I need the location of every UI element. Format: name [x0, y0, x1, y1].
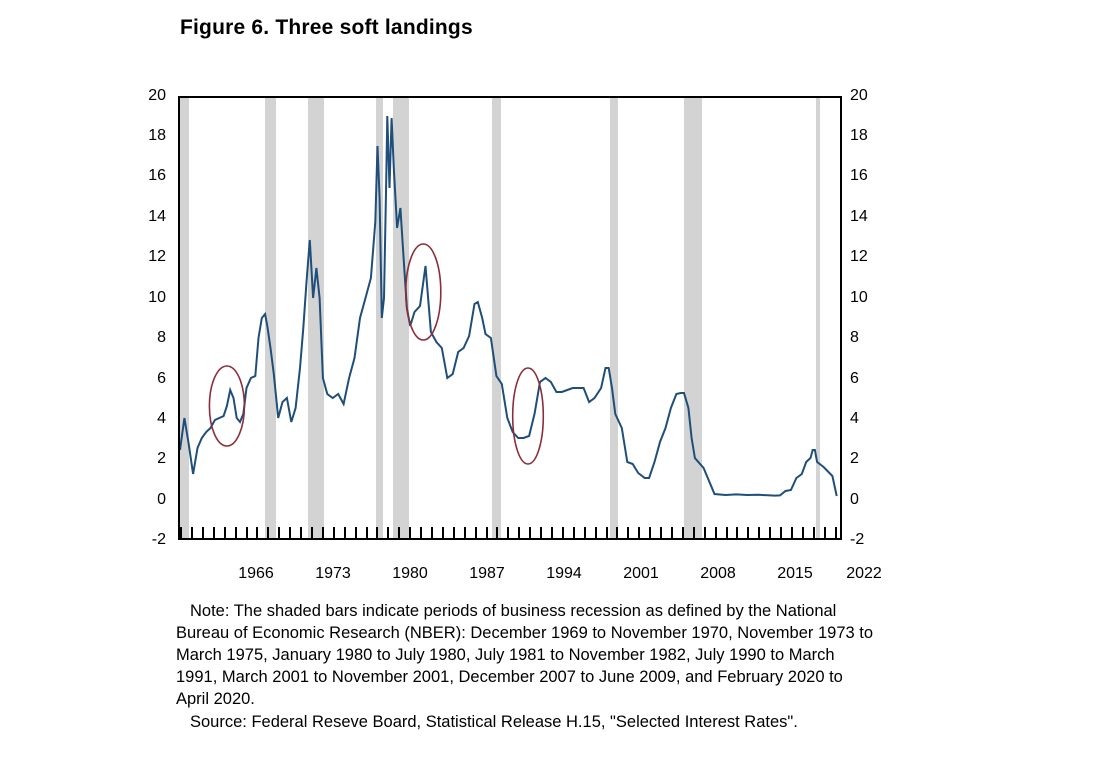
y-axis-tick-right: 14 — [850, 208, 868, 225]
x-axis-tick: 2015 — [777, 565, 813, 582]
x-axis-tick: 2001 — [623, 565, 659, 582]
y-axis-tick-left: 14 — [148, 208, 166, 225]
y-axis-tick-right: 8 — [850, 329, 859, 346]
soft-landing-1984 — [406, 244, 441, 340]
x-axis-tick: 1994 — [546, 565, 582, 582]
y-axis-tick-left: 10 — [148, 289, 166, 306]
note-text: Note: The shaded bars indicate periods of business recession as defined by the National Bureau of Economic Research (NBER): December 1969 to November 1970, November 1973 to March 1975, January 1980 to July 1980, July 1981 to November 1982, July 1990 to March 1991, March 2001 to November 2001, December 2007 to June 2009, and February 2020 to April 2020. — [176, 602, 874, 709]
y-axis-tick-left: 18 — [148, 127, 166, 144]
y-axis-tick-right: 20 — [850, 87, 868, 104]
y-axis-tick-right: -2 — [850, 531, 865, 548]
x-axis-tick: 1966 — [238, 565, 274, 582]
y-axis-tick-left: 16 — [148, 167, 166, 184]
y-axis-tick-left: 4 — [157, 410, 166, 427]
y-axis-tick-right: 16 — [850, 167, 868, 184]
x-axis-tick: 1973 — [315, 565, 351, 582]
x-axis-tick: 1980 — [392, 565, 428, 582]
source-text: Source: Federal Reseve Board, Statistical Release H.15, "Selected Interest Rates". — [190, 712, 798, 731]
y-axis-tick-left: 6 — [157, 370, 166, 387]
y-axis-tick-right: 2 — [850, 450, 859, 467]
y-axis-tick-right: 4 — [850, 410, 859, 427]
y-axis-tick-left: 0 — [157, 491, 166, 508]
y-axis-tick-right: 12 — [850, 248, 868, 265]
y-axis-tick-left: 8 — [157, 329, 166, 346]
chart-container — [148, 80, 882, 582]
y-axis-tick-right: 18 — [850, 127, 868, 144]
series-federal-funds-rate — [180, 98, 840, 538]
y-axis-tick-right: 10 — [850, 289, 868, 306]
x-axis-tick: 2008 — [700, 565, 736, 582]
y-axis-tick-left: -2 — [151, 531, 166, 548]
y-axis-tick-left: 12 — [148, 248, 166, 265]
y-axis-tick-right: 6 — [850, 370, 859, 387]
page-title: Figure 6. Three soft landings — [180, 16, 473, 39]
x-axis-tick: 2022 — [846, 565, 882, 582]
soft-landing-1994 — [513, 368, 544, 464]
figure-notes — [176, 600, 876, 733]
plot-area — [178, 96, 842, 540]
x-axis-tick: 1987 — [469, 565, 505, 582]
y-axis-tick-left: 20 — [148, 87, 166, 104]
y-axis-tick-right: 0 — [850, 491, 859, 508]
y-axis-tick-left: 2 — [157, 450, 166, 467]
